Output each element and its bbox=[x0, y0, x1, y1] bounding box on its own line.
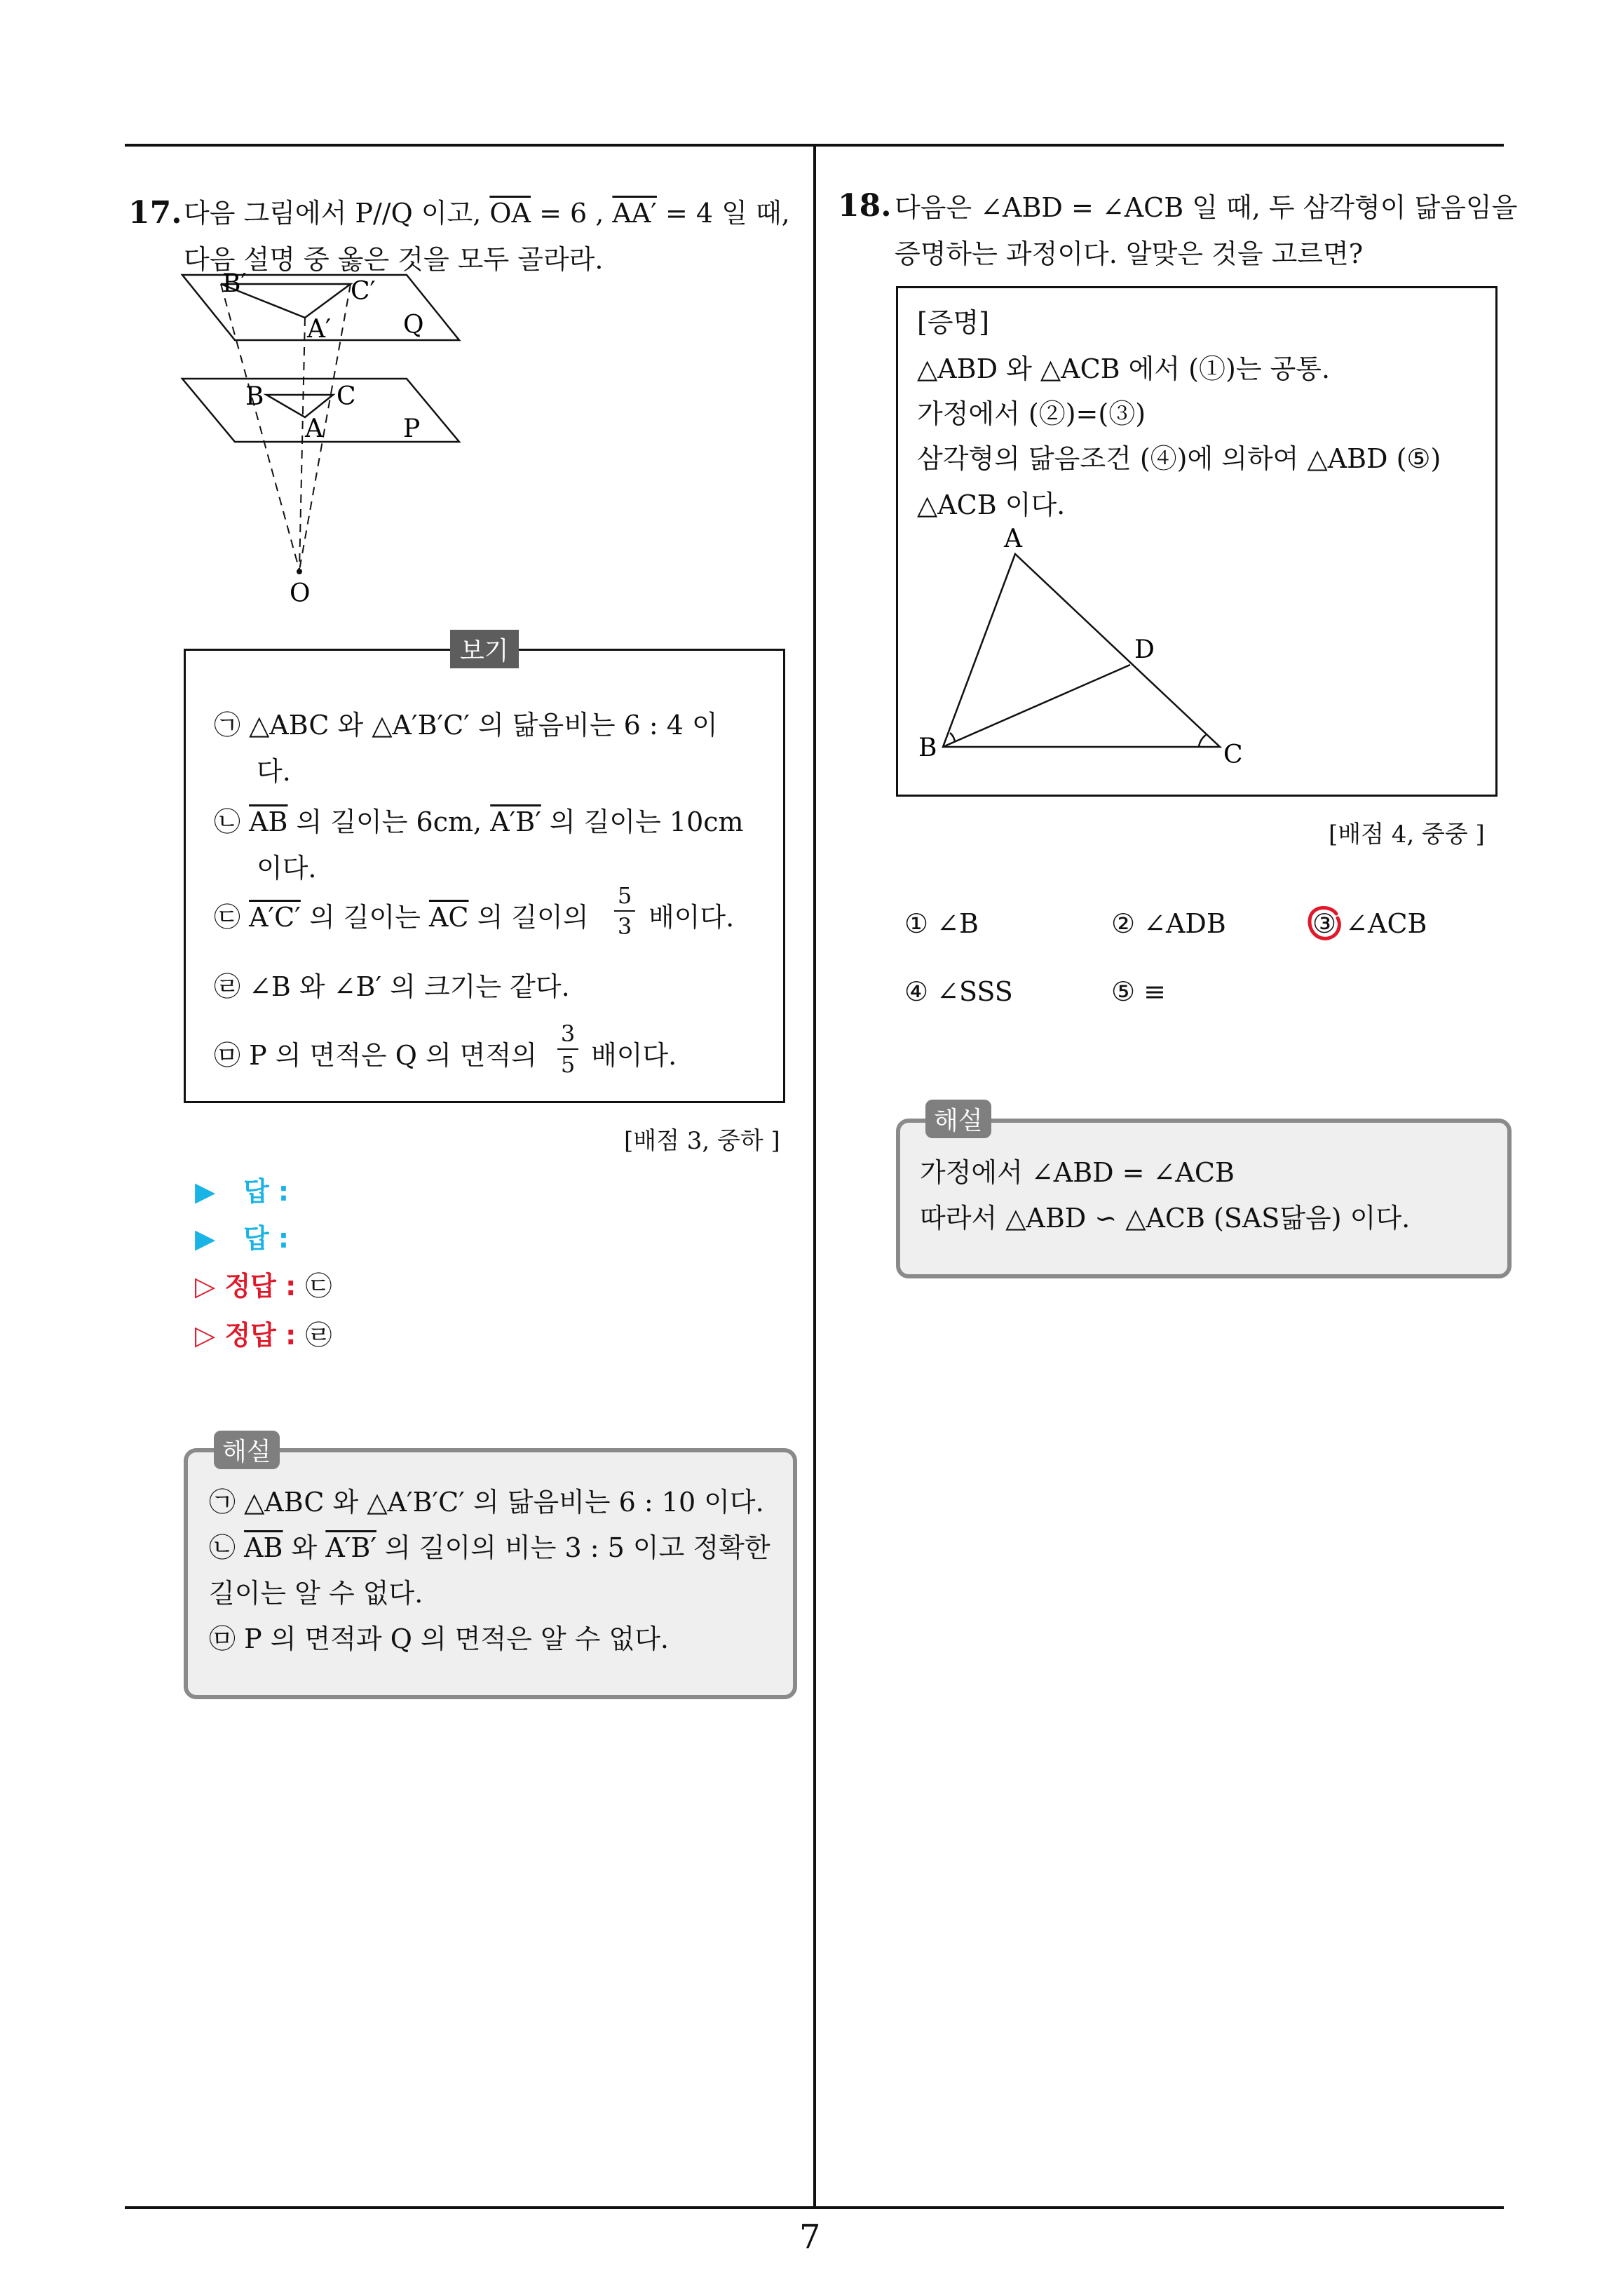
q17-answer-row-2[interactable]: ▶ 답 : bbox=[195, 1223, 290, 1254]
label-b: B bbox=[245, 382, 264, 411]
q18-triangle-figure bbox=[911, 519, 1262, 778]
q17-answer-row-1[interactable]: ▶ 답 : bbox=[195, 1176, 290, 1207]
fraction-denominator: 3 bbox=[617, 913, 632, 940]
q17-stem-line1: 다음 그림에서 P//Q 이고, $\overline{OA} = 6$ , AA′ = 4 일 때, bbox=[184, 198, 790, 229]
q18-solution-title: 해설 bbox=[925, 1100, 991, 1138]
q18-proof-line-5: △ACB 이다. bbox=[917, 489, 1066, 520]
label-d: D bbox=[1134, 635, 1155, 664]
angle-mark-b bbox=[950, 733, 955, 742]
q17-number: 17. bbox=[128, 195, 182, 231]
q17-choice-3: ㉢ A′C′ 의 길이는 $\overline{AC}$ 의 길이의 bbox=[214, 902, 589, 933]
segment-aa-prime: AA′ bbox=[612, 198, 657, 229]
fraction-bar bbox=[614, 910, 635, 912]
q18-proof-line-4: 삼각형의 닮음조건 (④)에 의하여 △ABD (⑤) bbox=[917, 443, 1441, 474]
q18-solution-line-1: 가정에서 ∠ABD = ∠ACB bbox=[920, 1157, 1235, 1188]
label-c: C bbox=[1223, 741, 1243, 769]
q17-choice-3-tail: 배이다. bbox=[648, 902, 735, 933]
play-arrow-icon: ▶ bbox=[195, 1176, 216, 1207]
q17-choice-5-tail: 배이다. bbox=[591, 1040, 677, 1071]
q18-option-3-text: ∠ACB bbox=[1345, 908, 1427, 939]
label-a: A bbox=[1004, 525, 1022, 553]
q17-correct-row-2: ▷ 정답 : ㉣ bbox=[195, 1320, 332, 1351]
q17-choice-box-title: 보기 bbox=[450, 630, 519, 668]
dashed-line-oa bbox=[299, 318, 305, 570]
outline-arrow-icon: ▷ bbox=[195, 1271, 216, 1302]
q18-option-1[interactable]: ① ∠B bbox=[904, 908, 979, 939]
q18-proof-line-1: [증명] bbox=[917, 307, 990, 338]
play-arrow-icon: ▶ bbox=[195, 1223, 216, 1254]
q18-option-5[interactable]: ⑤ ≡ bbox=[1111, 976, 1166, 1007]
column-divider bbox=[813, 145, 816, 2207]
q17-solution-line-1: ㉠ △ABC 와 △A′B′C′ 의 닮음비는 6 : 10 이다. bbox=[209, 1487, 764, 1518]
q17-solution-title: 해설 bbox=[214, 1431, 280, 1469]
fraction-numerator: 3 bbox=[560, 1020, 576, 1047]
q18-score: [배점 4, 중중 ] bbox=[1329, 821, 1485, 849]
label-c: C bbox=[337, 382, 356, 411]
fraction-denominator: 5 bbox=[560, 1051, 576, 1078]
q18-number: 18. bbox=[838, 188, 892, 224]
point-o-dot bbox=[297, 569, 302, 574]
label-q: Q bbox=[403, 311, 424, 339]
q17-fraction-3-5 bbox=[557, 1020, 578, 1078]
bottom-rule bbox=[125, 2206, 1504, 2209]
q17-solution-line-3: 길이는 알 수 없다. bbox=[209, 1578, 423, 1609]
label-p: P bbox=[403, 414, 421, 443]
q17-choice-4: ㉣ ∠B 와 ∠B′ 의 크기는 같다. bbox=[214, 971, 570, 1002]
q17-solution-line-2: ㉡ $\overline{AB}$ 와 A′B′ 의 길이의 비는 3 : 5 이고 정확한 bbox=[209, 1532, 770, 1563]
q18-option-2[interactable]: ② ∠ADB bbox=[1111, 908, 1226, 939]
q18-solution-line-2: 따라서 △ABD ∽ △ACB (SAS닮음) 이다. bbox=[920, 1203, 1411, 1234]
q18-option-3[interactable] bbox=[1310, 901, 1427, 946]
label-a-prime: A′ bbox=[307, 315, 332, 344]
page-number: 7 bbox=[799, 2217, 821, 2257]
q17-choice-2: ㉡ $\overline{AB}$ 의 길이는 6cm, A′B′ 의 길이는 10cm bbox=[214, 806, 744, 837]
q17-choice-1-cont: 다. bbox=[257, 756, 291, 787]
red-circle-mark bbox=[1304, 901, 1346, 946]
q17-choice-5: ㉤ P 의 면적은 Q 의 면적의 bbox=[214, 1040, 537, 1071]
fraction-numerator: 5 bbox=[617, 882, 632, 909]
label-a: A bbox=[305, 414, 323, 443]
q18-option-3-number: ③ bbox=[1312, 908, 1337, 939]
dashed-line-ob bbox=[221, 284, 299, 570]
q17-fraction-5-3 bbox=[614, 882, 635, 940]
q18-proof-line-2: △ABD 와 △ACB 에서 (①)는 공통. bbox=[917, 353, 1331, 384]
triangle-abc-outline bbox=[943, 554, 1220, 747]
outline-arrow-icon: ▷ bbox=[195, 1320, 216, 1351]
q17-choice-2-cont: 이다. bbox=[257, 853, 317, 884]
label-c-prime: C′ bbox=[351, 277, 376, 306]
q17-parallel-planes-figure bbox=[179, 270, 473, 607]
q17-score: [배점 3, 중하 ] bbox=[624, 1127, 780, 1155]
q18-stem-line2: 증명하는 과정이다. 알맞은 것을 고르면? bbox=[895, 238, 1364, 269]
segment-bd bbox=[943, 665, 1130, 747]
label-o: O bbox=[290, 579, 311, 607]
label-b-prime: B′ bbox=[222, 270, 247, 298]
q18-option-4[interactable]: ④ ∠SSS bbox=[904, 976, 1013, 1007]
angle-mark-c bbox=[1199, 735, 1206, 747]
q17-correct-row-1: ▷ 정답 : ㉢ bbox=[195, 1271, 332, 1302]
label-b: B bbox=[918, 734, 937, 762]
q17-solution-line-4: ㉤ P 의 면적과 Q 의 면적은 알 수 없다. bbox=[209, 1623, 670, 1654]
q18-stem-line1: 다음은 ∠ABD = ∠ACB 일 때, 두 삼각형이 닮음임을 bbox=[895, 192, 1518, 223]
fraction-bar bbox=[557, 1048, 578, 1050]
q18-proof-line-3: 가정에서 (②)=(③) bbox=[917, 398, 1146, 429]
segment-oa: $\overline{OA}$ bbox=[489, 198, 531, 229]
q17-choice-1: ㉠ △ABC 와 △A′B′C′ 의 닮음비는 6 : 4 이 bbox=[214, 710, 718, 741]
q17-stem-line2: 다음 설명 중 옳은 것을 모두 골라라. bbox=[184, 244, 604, 275]
